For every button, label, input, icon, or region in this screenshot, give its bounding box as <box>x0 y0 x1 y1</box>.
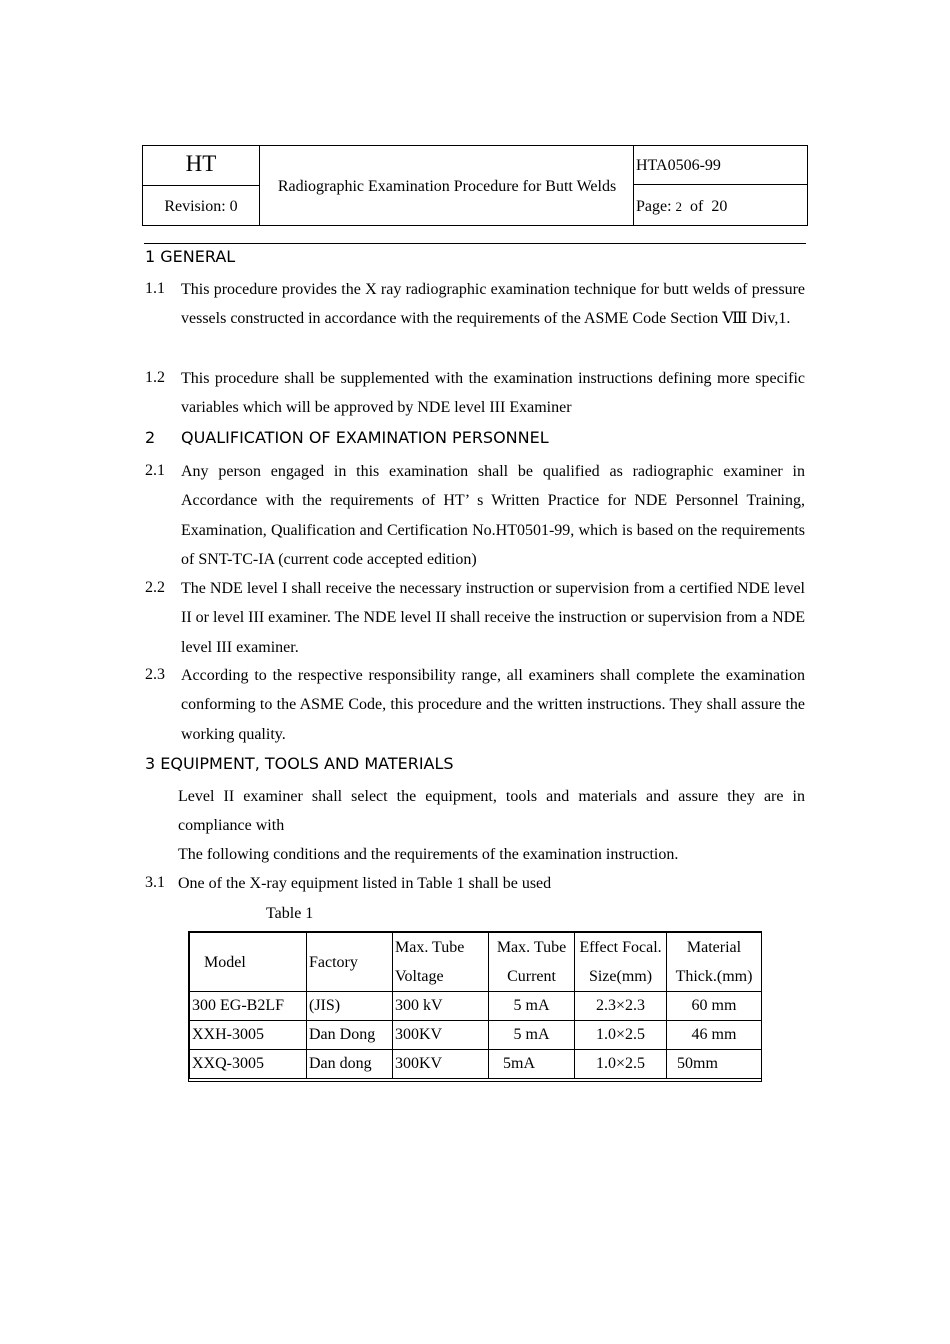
para-2-1-number: 2.1 <box>145 462 165 479</box>
header-left-cell <box>143 146 260 225</box>
para-2-1: Any person engaged in this examination shall be qualified as radiographic examiner in Accordance with the requirements of HT’ s Written Practice for NDE Personnel Training, Examination, Qualification and Certification No.HT0501-99, which is based on the requirements of SNT-TC-IA (current code accepted edition) <box>181 463 805 568</box>
section-3-heading: 3 EQUIPMENT, TOOLS AND MATERIALS <box>145 754 454 773</box>
table-caption: Table 1 <box>266 905 314 922</box>
col-header-current: Max. Tube Current <box>489 933 575 992</box>
table-row <box>190 1050 762 1079</box>
document-header <box>142 145 808 226</box>
cell-thickness: 50mm <box>667 1050 762 1079</box>
cell-current: 5 mA <box>489 992 575 1021</box>
cell-focal: 1.0×2.5 <box>575 1050 667 1079</box>
col-header-factory: Factory <box>307 933 393 992</box>
page-label: Page: <box>636 198 672 215</box>
cell-current: 5mA <box>489 1050 575 1079</box>
cell-current: 5 mA <box>489 1021 575 1050</box>
document-number: HTA0506-99 <box>634 146 808 185</box>
para-3-1: One of the X-ray equipment listed in Table 1 shall be used <box>178 875 552 892</box>
cell-model: XXQ-3005 <box>190 1050 307 1079</box>
section-1-heading: 1 GENERAL <box>145 247 236 266</box>
page-indicator <box>634 186 808 225</box>
table-row <box>190 992 762 1021</box>
col-header-model: Model <box>190 933 307 992</box>
para-1-2: This procedure shall be supplemented with the examination instructions defining more specific variables which will be approved by NDE level III Examiner <box>181 370 805 417</box>
company-name: HT <box>143 146 259 186</box>
cell-thickness: 46 mm <box>667 1021 762 1050</box>
page-current: 2 <box>675 199 683 214</box>
para-2-2: The NDE level I shall receive the necessary instruction or supervision from a certified NDE level II or level III examiner. The NDE level II shall receive the instruction or supervision from a NDE level III examiner. <box>181 580 805 656</box>
para-1-1: This procedure provides the X ray radiographic examination technique for butt welds of pressure vessels constructed in accordance with the requirements of the ASME Code Section Ⅷ Div,1. <box>181 281 805 328</box>
table-row <box>190 1021 762 1050</box>
cell-focal: 1.0×2.5 <box>575 1021 667 1050</box>
cell-voltage: 300 kV <box>393 992 489 1021</box>
cell-focal: 2.3×2.3 <box>575 992 667 1021</box>
cell-thickness: 60 mm <box>667 992 762 1021</box>
page-of: of <box>690 198 704 215</box>
para-2-2-number: 2.2 <box>145 579 165 596</box>
section-2-heading-number: 2 <box>145 428 156 447</box>
section-2-heading: QUALIFICATION OF EXAMINATION PERSONNEL <box>181 428 549 447</box>
col-header-thickness: Material Thick.(mm) <box>667 933 762 992</box>
cell-model: 300 EG-B2LF <box>190 992 307 1021</box>
section-3-intro-2: The following conditions and the requirements of the examination instruction. <box>178 846 679 863</box>
section-3-intro: Level II examiner shall select the equipment, tools and materials and assure they are in compliance with <box>178 788 805 834</box>
para-1-1-number: 1.1 <box>145 280 165 297</box>
document-title: Radiographic Examination Procedure for Butt Welds <box>277 178 617 195</box>
para-2-3: According to the respective responsibility range, all examiners shall complete the examination conforming to the ASME Code, this procedure and the written instructions. They shall assure the working quality. <box>181 667 805 743</box>
para-2-3-number: 2.3 <box>145 666 165 683</box>
cell-model: XXH-3005 <box>190 1021 307 1050</box>
cell-voltage: 300KV <box>393 1050 489 1079</box>
cell-factory: (JIS) <box>307 992 393 1021</box>
revision: Revision: 0 <box>164 198 238 215</box>
page-total: 20 <box>711 198 728 215</box>
cell-factory: Dan Dong <box>307 1021 393 1050</box>
header-divider <box>144 243 806 244</box>
cell-factory: Dan dong <box>307 1050 393 1079</box>
para-1-2-number: 1.2 <box>145 369 165 386</box>
header-right-cell <box>633 146 807 225</box>
col-header-focal: Effect Focal. Size(mm) <box>575 933 667 992</box>
col-header-voltage: Max. Tube Voltage <box>393 933 489 992</box>
cell-voltage: 300KV <box>393 1021 489 1050</box>
table-header-row <box>190 933 762 992</box>
equipment-table <box>189 932 762 1079</box>
para-3-1-number: 3.1 <box>145 874 165 891</box>
